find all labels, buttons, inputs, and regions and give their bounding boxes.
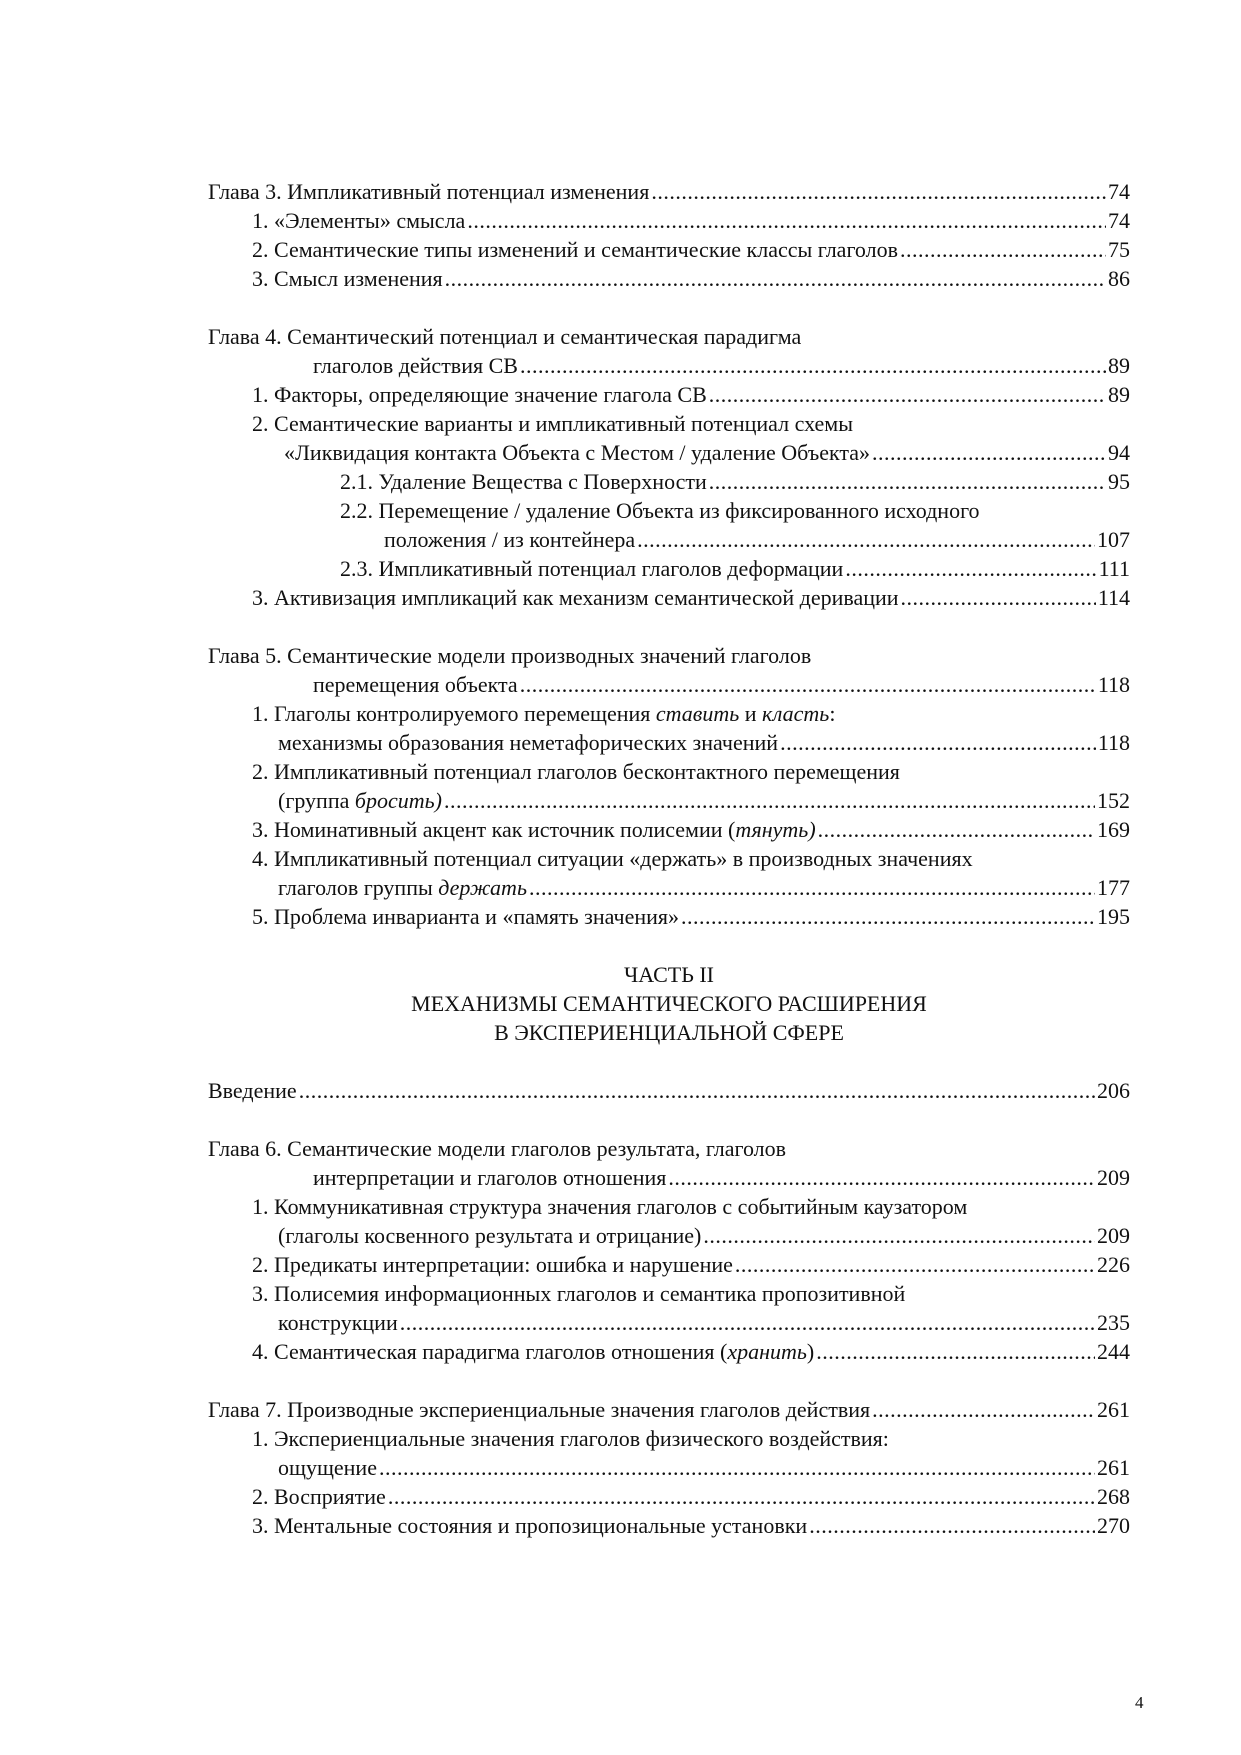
- toc-page-number: 86: [1108, 266, 1130, 291]
- toc-title-text: ощущение: [278, 1455, 377, 1480]
- toc-entry: [208, 583, 1130, 612]
- toc-title-italic: класть: [762, 701, 830, 726]
- toc-entry-title: [313, 1163, 666, 1192]
- toc-leader-dots: [818, 815, 1095, 844]
- toc-title-text: 2.2. Перемещение / удаление Объекта из фиксированного исходного: [340, 498, 980, 523]
- toc-title-text: «Ликвидация контакта Объекта с Местом / удаление Объекта»: [284, 440, 871, 465]
- toc-leader-dots: [529, 873, 1095, 902]
- toc-page-number: 235: [1097, 1310, 1130, 1335]
- toc-title-text: 2. Семантические варианты и импликативный потенциал схемы: [252, 411, 854, 436]
- toc-title-text: перемещения объекта: [313, 672, 518, 697]
- toc-entry-title: [252, 583, 899, 612]
- toc-entry: [208, 322, 1130, 351]
- toc-entry-title: [252, 757, 900, 786]
- toc-entry-title: [252, 1424, 889, 1453]
- toc-leader-dots: [299, 1076, 1095, 1105]
- toc-title-text: Глава 3. Импликативный потенциал изменения: [208, 179, 650, 204]
- part-heading-line: В ЭКСПЕРИЕНЦИАЛЬНОЙ СФЕРЕ: [494, 1020, 844, 1045]
- toc-leader-dots: [651, 177, 1106, 206]
- toc-leader-dots: [400, 1308, 1095, 1337]
- toc-entry-title: [340, 554, 843, 583]
- toc-title-italic: ставить: [655, 701, 740, 726]
- toc-entry: [208, 815, 1130, 844]
- toc-title-text: положения / из контейнера: [384, 527, 636, 552]
- toc-entry: [208, 1511, 1130, 1540]
- toc-title-text: глаголов действия СВ: [313, 353, 518, 378]
- toc-entry-title: [252, 1250, 733, 1279]
- toc-leader-dots: [809, 1511, 1095, 1540]
- toc-entry: [208, 728, 1130, 757]
- toc-entry: [208, 409, 1130, 438]
- toc-title-italic: держать: [438, 875, 527, 900]
- toc-leader-dots: [637, 525, 1095, 554]
- toc-page-number: 209: [1097, 1165, 1130, 1190]
- toc-page-number: 226: [1097, 1252, 1130, 1277]
- toc-page-number: 118: [1097, 730, 1130, 755]
- toc-entry: [208, 670, 1130, 699]
- toc-title-italic: хранить: [727, 1339, 807, 1364]
- toc-entry: [208, 641, 1130, 670]
- toc-title-text: (группа: [278, 788, 355, 813]
- section-gap: [208, 612, 1130, 641]
- toc-page-number: 209: [1097, 1223, 1130, 1248]
- toc-entry: [208, 264, 1130, 293]
- toc-entry: [208, 525, 1130, 554]
- toc-page-number: 206: [1097, 1078, 1130, 1103]
- toc-title-text: 2. Семантические типы изменений и семантические классы глаголов: [252, 237, 898, 262]
- toc-entry: [208, 206, 1130, 235]
- toc-leader-dots: [872, 1395, 1095, 1424]
- part-heading-line: ЧАСТЬ II: [624, 962, 714, 987]
- toc-title-text: :: [829, 701, 836, 726]
- toc-title-text: 3. Полисемия информационных глаголов и семантика пропозитивной: [252, 1281, 906, 1306]
- toc-entry-title: [278, 786, 442, 815]
- toc-page-number: 74: [1108, 179, 1130, 204]
- toc-leader-dots: [668, 1163, 1095, 1192]
- toc-entry-title: [252, 902, 679, 931]
- toc-page-number: 74: [1108, 208, 1130, 233]
- toc-entry-title: [252, 380, 707, 409]
- toc-entry: [208, 1192, 1130, 1221]
- toc-title-text: 2. Восприятие: [252, 1484, 386, 1509]
- toc-entry: [208, 699, 1130, 728]
- toc-leader-dots: [681, 902, 1095, 931]
- toc-title-text: ): [806, 1339, 815, 1364]
- toc-entry-title: [340, 467, 707, 496]
- toc-entry: [208, 380, 1130, 409]
- toc-entry: [208, 1308, 1130, 1337]
- toc-entry: [208, 873, 1130, 902]
- toc-leader-dots: [703, 1221, 1095, 1250]
- toc-entry-title: [208, 641, 811, 670]
- toc-entry: [208, 1453, 1130, 1482]
- toc-entry-title: [252, 264, 443, 293]
- toc-entry: [208, 496, 1130, 525]
- toc-entry-title: [208, 1395, 870, 1424]
- toc-title-text: 3. Активизация импликаций как механизм семантической деривации: [252, 585, 899, 610]
- toc-title-text: 3. Номинативный акцент как источник полисемии (: [252, 817, 736, 842]
- toc-entry-title: [252, 1279, 905, 1308]
- toc-title-text: 4. Семантическая парадигма глаголов отношения (: [252, 1339, 728, 1364]
- toc-entry-title: [208, 177, 649, 206]
- toc-entry-title: [252, 815, 816, 844]
- toc-entry-title: [208, 1076, 297, 1105]
- toc-page-number: 114: [1097, 585, 1130, 610]
- toc-page-number: 195: [1097, 904, 1130, 929]
- toc-leader-dots: [845, 554, 1096, 583]
- toc-title-text: Глава 4. Семантический потенциал и семантическая парадигма: [208, 324, 802, 349]
- toc-page-number: 94: [1108, 440, 1130, 465]
- section-gap: [208, 931, 1130, 960]
- toc-title-text: конструкции: [278, 1310, 398, 1335]
- section-gap: [208, 293, 1130, 322]
- toc-entry: [208, 438, 1130, 467]
- toc-entry-title: [208, 322, 801, 351]
- toc-page-number: 169: [1097, 817, 1130, 842]
- toc-page-number: 152: [1097, 788, 1130, 813]
- toc-leader-dots: [520, 670, 1096, 699]
- toc-title-text: 5. Проблема инварианта и «память значения»: [252, 904, 680, 929]
- toc-entry: [208, 235, 1130, 264]
- toc-title-italic: бросить): [354, 788, 442, 813]
- toc-title-text: 3. Ментальные состояния и пропозициональные установки: [252, 1513, 808, 1538]
- section-gap: [208, 1366, 1130, 1395]
- toc-page-number: 268: [1097, 1484, 1130, 1509]
- toc-title-text: глаголов группы: [278, 875, 439, 900]
- toc-entry-title: [252, 1511, 807, 1540]
- toc-entry-title: [313, 351, 518, 380]
- toc-entry: [208, 1250, 1130, 1279]
- toc-entry: [208, 786, 1130, 815]
- toc-leader-dots: [709, 467, 1106, 496]
- toc-entry: [208, 902, 1130, 931]
- toc-leader-dots: [379, 1453, 1095, 1482]
- toc-title-text: 2. Предикаты интерпретации: ошибка и нарушение: [252, 1252, 733, 1277]
- toc-leader-dots: [780, 728, 1096, 757]
- toc-entry-title: [252, 699, 835, 728]
- toc-entry: [208, 844, 1130, 873]
- toc-entry-title: [252, 235, 898, 264]
- toc-leader-dots: [900, 235, 1106, 264]
- toc-entry: [208, 351, 1130, 380]
- toc-leader-dots: [444, 786, 1095, 815]
- toc-title-text: Глава 5. Семантические модели производных значений глаголов: [208, 643, 812, 668]
- toc-entry-title: [252, 409, 853, 438]
- toc-entry-title: [278, 1453, 377, 1482]
- toc-page-number: 107: [1097, 527, 1130, 552]
- table-of-contents: [208, 177, 1130, 1540]
- toc-title-text: 1. Экспериенциальные значения глаголов физического воздействия:: [252, 1426, 889, 1451]
- toc-leader-dots: [388, 1482, 1095, 1511]
- toc-entry-title: [313, 670, 518, 699]
- toc-page-number: 111: [1098, 556, 1130, 581]
- toc-title-text: механизмы образования неметафорических значений: [278, 730, 779, 755]
- toc-title-text: Введение: [208, 1078, 297, 1103]
- toc-leader-dots: [709, 380, 1106, 409]
- toc-entry: [208, 1424, 1130, 1453]
- toc-entry-title: [340, 496, 980, 525]
- toc-leader-dots: [816, 1337, 1095, 1366]
- toc-entry: [208, 467, 1130, 496]
- toc-entry: [208, 1221, 1130, 1250]
- toc-leader-dots: [445, 264, 1106, 293]
- toc-entry-title: [278, 728, 778, 757]
- part-heading-line: МЕХАНИЗМЫ СЕМАНТИЧЕСКОГО РАСШИРЕНИЯ: [411, 991, 927, 1016]
- toc-entry: [208, 1482, 1130, 1511]
- toc-page-number: 261: [1097, 1455, 1130, 1480]
- toc-entry-title: [384, 525, 635, 554]
- toc-entry: [208, 1076, 1130, 1105]
- toc-title-text: Глава 7. Производные экспериенциальные значения глаголов действия: [208, 1397, 871, 1422]
- toc-entry-title: [208, 1134, 786, 1163]
- toc-entry-title: [252, 1192, 967, 1221]
- toc-title-text: 2.1. Удаление Вещества с Поверхности: [340, 469, 707, 494]
- toc-entry: [208, 1279, 1130, 1308]
- toc-entry-title: [252, 844, 973, 873]
- toc-entry: [208, 1395, 1130, 1424]
- toc-leader-dots: [735, 1250, 1095, 1279]
- toc-page-number: 95: [1108, 469, 1130, 494]
- toc-leader-dots: [901, 583, 1096, 612]
- toc-page-number: 244: [1097, 1339, 1130, 1364]
- toc-entry-title: [278, 1221, 701, 1250]
- toc-title-text: 3. Смысл изменения: [252, 266, 443, 291]
- toc-entry: [208, 1163, 1130, 1192]
- section-gap: [208, 1105, 1130, 1134]
- toc-entry-title: [252, 1337, 814, 1366]
- toc-title-text: Глава 6. Семантические модели глаголов результата, глаголов: [208, 1136, 787, 1161]
- toc-page-number: 89: [1108, 353, 1130, 378]
- page-number: 4: [1135, 1693, 1144, 1712]
- toc-entry-title: [252, 1482, 386, 1511]
- toc-entry: [208, 1134, 1130, 1163]
- toc-title-text: (глаголы косвенного результата и отрицание): [278, 1223, 702, 1248]
- toc-title-text: 1. Коммуникативная структура значения глаголов с событийным каузатором: [252, 1194, 968, 1219]
- toc-page-number: 261: [1097, 1397, 1130, 1422]
- toc-entry-title: [278, 873, 527, 902]
- toc-title-text: 1. Глаголы контролируемого перемещения: [252, 701, 656, 726]
- toc-page-number: 75: [1108, 237, 1130, 262]
- toc-leader-dots: [467, 206, 1106, 235]
- toc-entry-title: [278, 1308, 398, 1337]
- toc-entry: [208, 554, 1130, 583]
- section-gap: [208, 1047, 1130, 1076]
- toc-page-number: 89: [1108, 382, 1130, 407]
- toc-entry-title: [252, 206, 465, 235]
- toc-title-text: 1. Факторы, определяющие значение глагола СВ: [252, 382, 707, 407]
- toc-page-number: 118: [1097, 672, 1130, 697]
- toc-entry: [208, 757, 1130, 786]
- toc-title-text: 1. «Элементы» смысла: [252, 208, 466, 233]
- toc-entry: [208, 177, 1130, 206]
- toc-leader-dots: [872, 438, 1106, 467]
- toc-page-number: 270: [1097, 1513, 1130, 1538]
- toc-title-italic: тянуть): [735, 817, 816, 842]
- toc-title-text: 2. Импликативный потенциал глаголов бесконтактного перемещения: [252, 759, 900, 784]
- toc-title-text: 2.3. Импликативный потенциал глаголов деформации: [340, 556, 844, 581]
- toc-page-number: 177: [1097, 875, 1130, 900]
- toc-entry: [208, 1337, 1130, 1366]
- toc-title-text: и: [739, 701, 763, 726]
- toc-title-text: 4. Импликативный потенциал ситуации «держать» в производных значениях: [252, 846, 973, 871]
- toc-leader-dots: [520, 351, 1106, 380]
- toc-entry-title: [284, 438, 870, 467]
- toc-title-text: интерпретации и глаголов отношения: [313, 1165, 667, 1190]
